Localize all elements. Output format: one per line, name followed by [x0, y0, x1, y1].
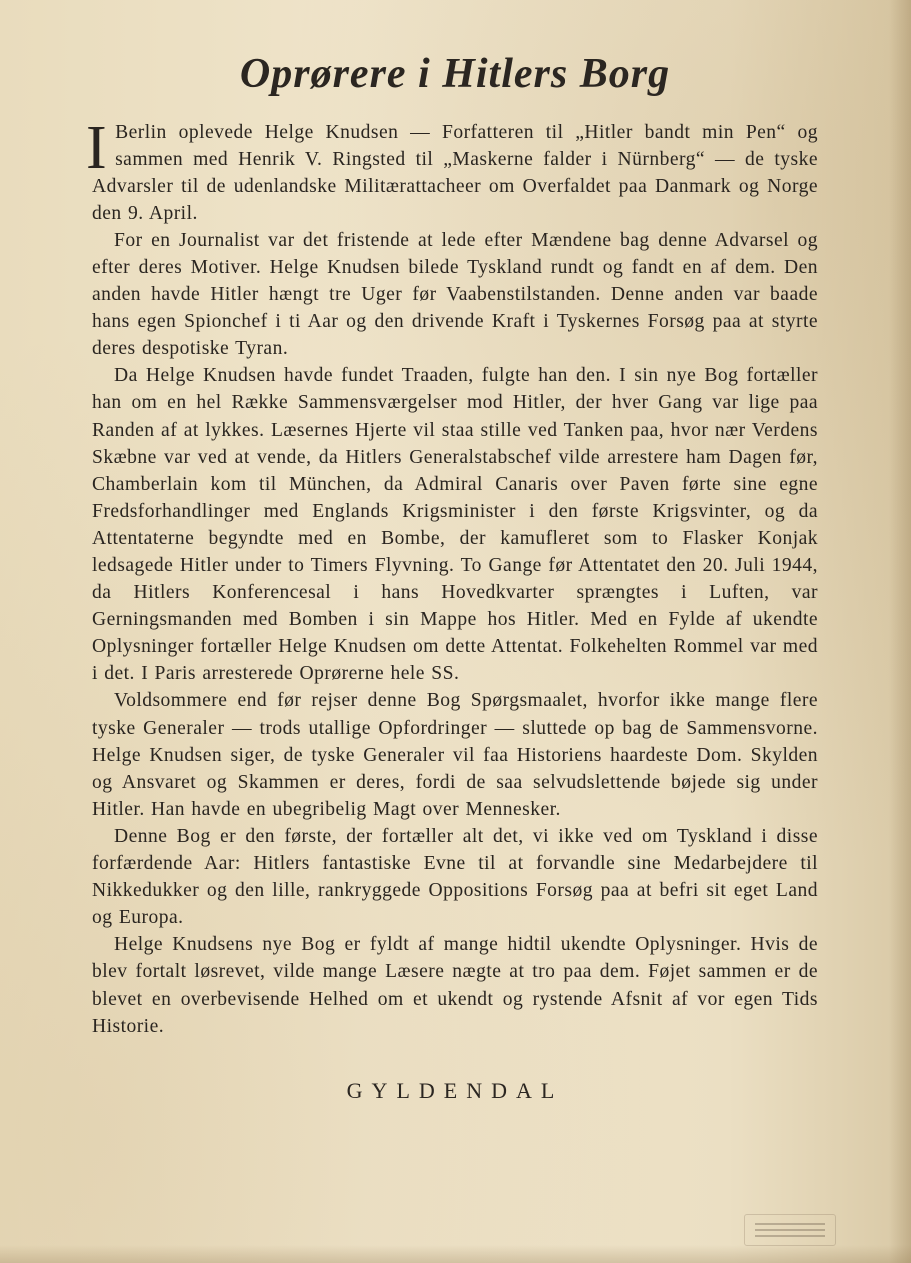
stamp-line — [755, 1223, 825, 1225]
publisher-name: GYLDENDAL — [346, 1077, 564, 1103]
page-bottom-shadow — [0, 1245, 911, 1263]
page-edge-shadow — [889, 0, 911, 1263]
paragraph-2: For en Journalist var det fristende at lede efter Mændene bag denne Advarsel og efter deres Motiver. Helge Knudsen bilede Tyskland rundt og fandt en af dem. Den anden havde Hitler hængt tre Uger før Vaabenstilstanden. Denne anden var baade hans egen Spionchef i ti Aar og den drivende Kraft i Tyskernes Forsøg paa at styrte deres despotiske Tyran. — [92, 229, 818, 360]
paragraph-6: Helge Knudsens nye Bog er fyldt af mange hidtil ukendte Oplysninger. Hvis de blev fortalt løsrevet, vilde mange Læsere nægte at tro paa dem. Føjet sammen er de blevet en overbevisende Helhed om et ukendt og rystende Afsnit af vor egen Tids Historie. — [92, 934, 818, 1037]
cover-text-block — [86, 48, 818, 1104]
paragraph-3: Da Helge Knudsen havde fundet Traaden, fulgte han den. I sin nye Bog fortæller han om en hel Række Sammensværgelser mod Hitler, der hver Gang var lige paa Randen af at lykkes. Læsernes Hjerte vil staa stille ved Tanken paa, hvor nær Verdens Skæbne var ved at vende, da Hitlers Generalstabschef vilde arrestere ham Dagen før, Chamberlain kom til München, da Admiral Canaris over Paven førte sine egne Fredsforhandlinger med Englands Krigsminister i den første Krigsvinter, og da Attentaterne begyndte med en Bombe, der kamufleret som to Flasker Konjak ledsagede Hitler under to Timers Flyvning. To Gange før Attentatet den 20. Juli 1944, da Hitlers Konferencesal i hans Hovedkvarter sprængtes i Luften, var Gerningsmanden med Bomben i sin Mappe hos Hitler. Med en Fylde af ukendte Oplysninger fortæller Helge Knudsen om dette Attentat. Folkehelten Rommel var med i det. I Paris arresterede Oprørerne hele SS. — [92, 365, 818, 685]
drop-cap: I — [86, 113, 108, 182]
book-title: Oprørere i Hitlers Borg — [239, 51, 671, 97]
paragraph-1 — [86, 113, 818, 227]
printer-stamp-icon — [744, 1214, 836, 1246]
stamp-line — [755, 1235, 825, 1237]
stamp-line — [755, 1229, 825, 1231]
paragraph-1-text: Berlin oplevede Helge Knudsen — Forfatteren til „Hitler bandt min Pen“ og sammen med Henrik V. Ringsted til „Maskerne falder i Nürnberg“ — de tyske Advarsler til de udenlandske Militærattacheer om Overfaldet paa Danmark og Norge den 9. April. — [92, 121, 818, 224]
paragraph-5: Denne Bog er den første, der fortæller alt det, vi ikke ved om Tyskland i disse forfærdende Aar: Hitlers fantastiske Evne til at forvandle sine Medarbejdere til Nikkedukker og den lille, rankryggede Oppositions Forsøg paa at befri sit eget Land og Europa. — [92, 825, 818, 929]
paragraph-4: Voldsommere end før rejser denne Bog Spørgsmaalet, hvorfor ikke mange flere tyske Generaler — trods utallige Opfordringer — sluttede op bag de Sammensvorne. Helge Knudsen siger, de tyske Generaler vil faa Historiens haardeste Dom. Skylden og Ansvaret og Skammen er deres, fordi de saa selvudslettende bøjede sig under Hitler. Han havde en ubegribelig Magt over Mennesker. — [92, 690, 818, 820]
